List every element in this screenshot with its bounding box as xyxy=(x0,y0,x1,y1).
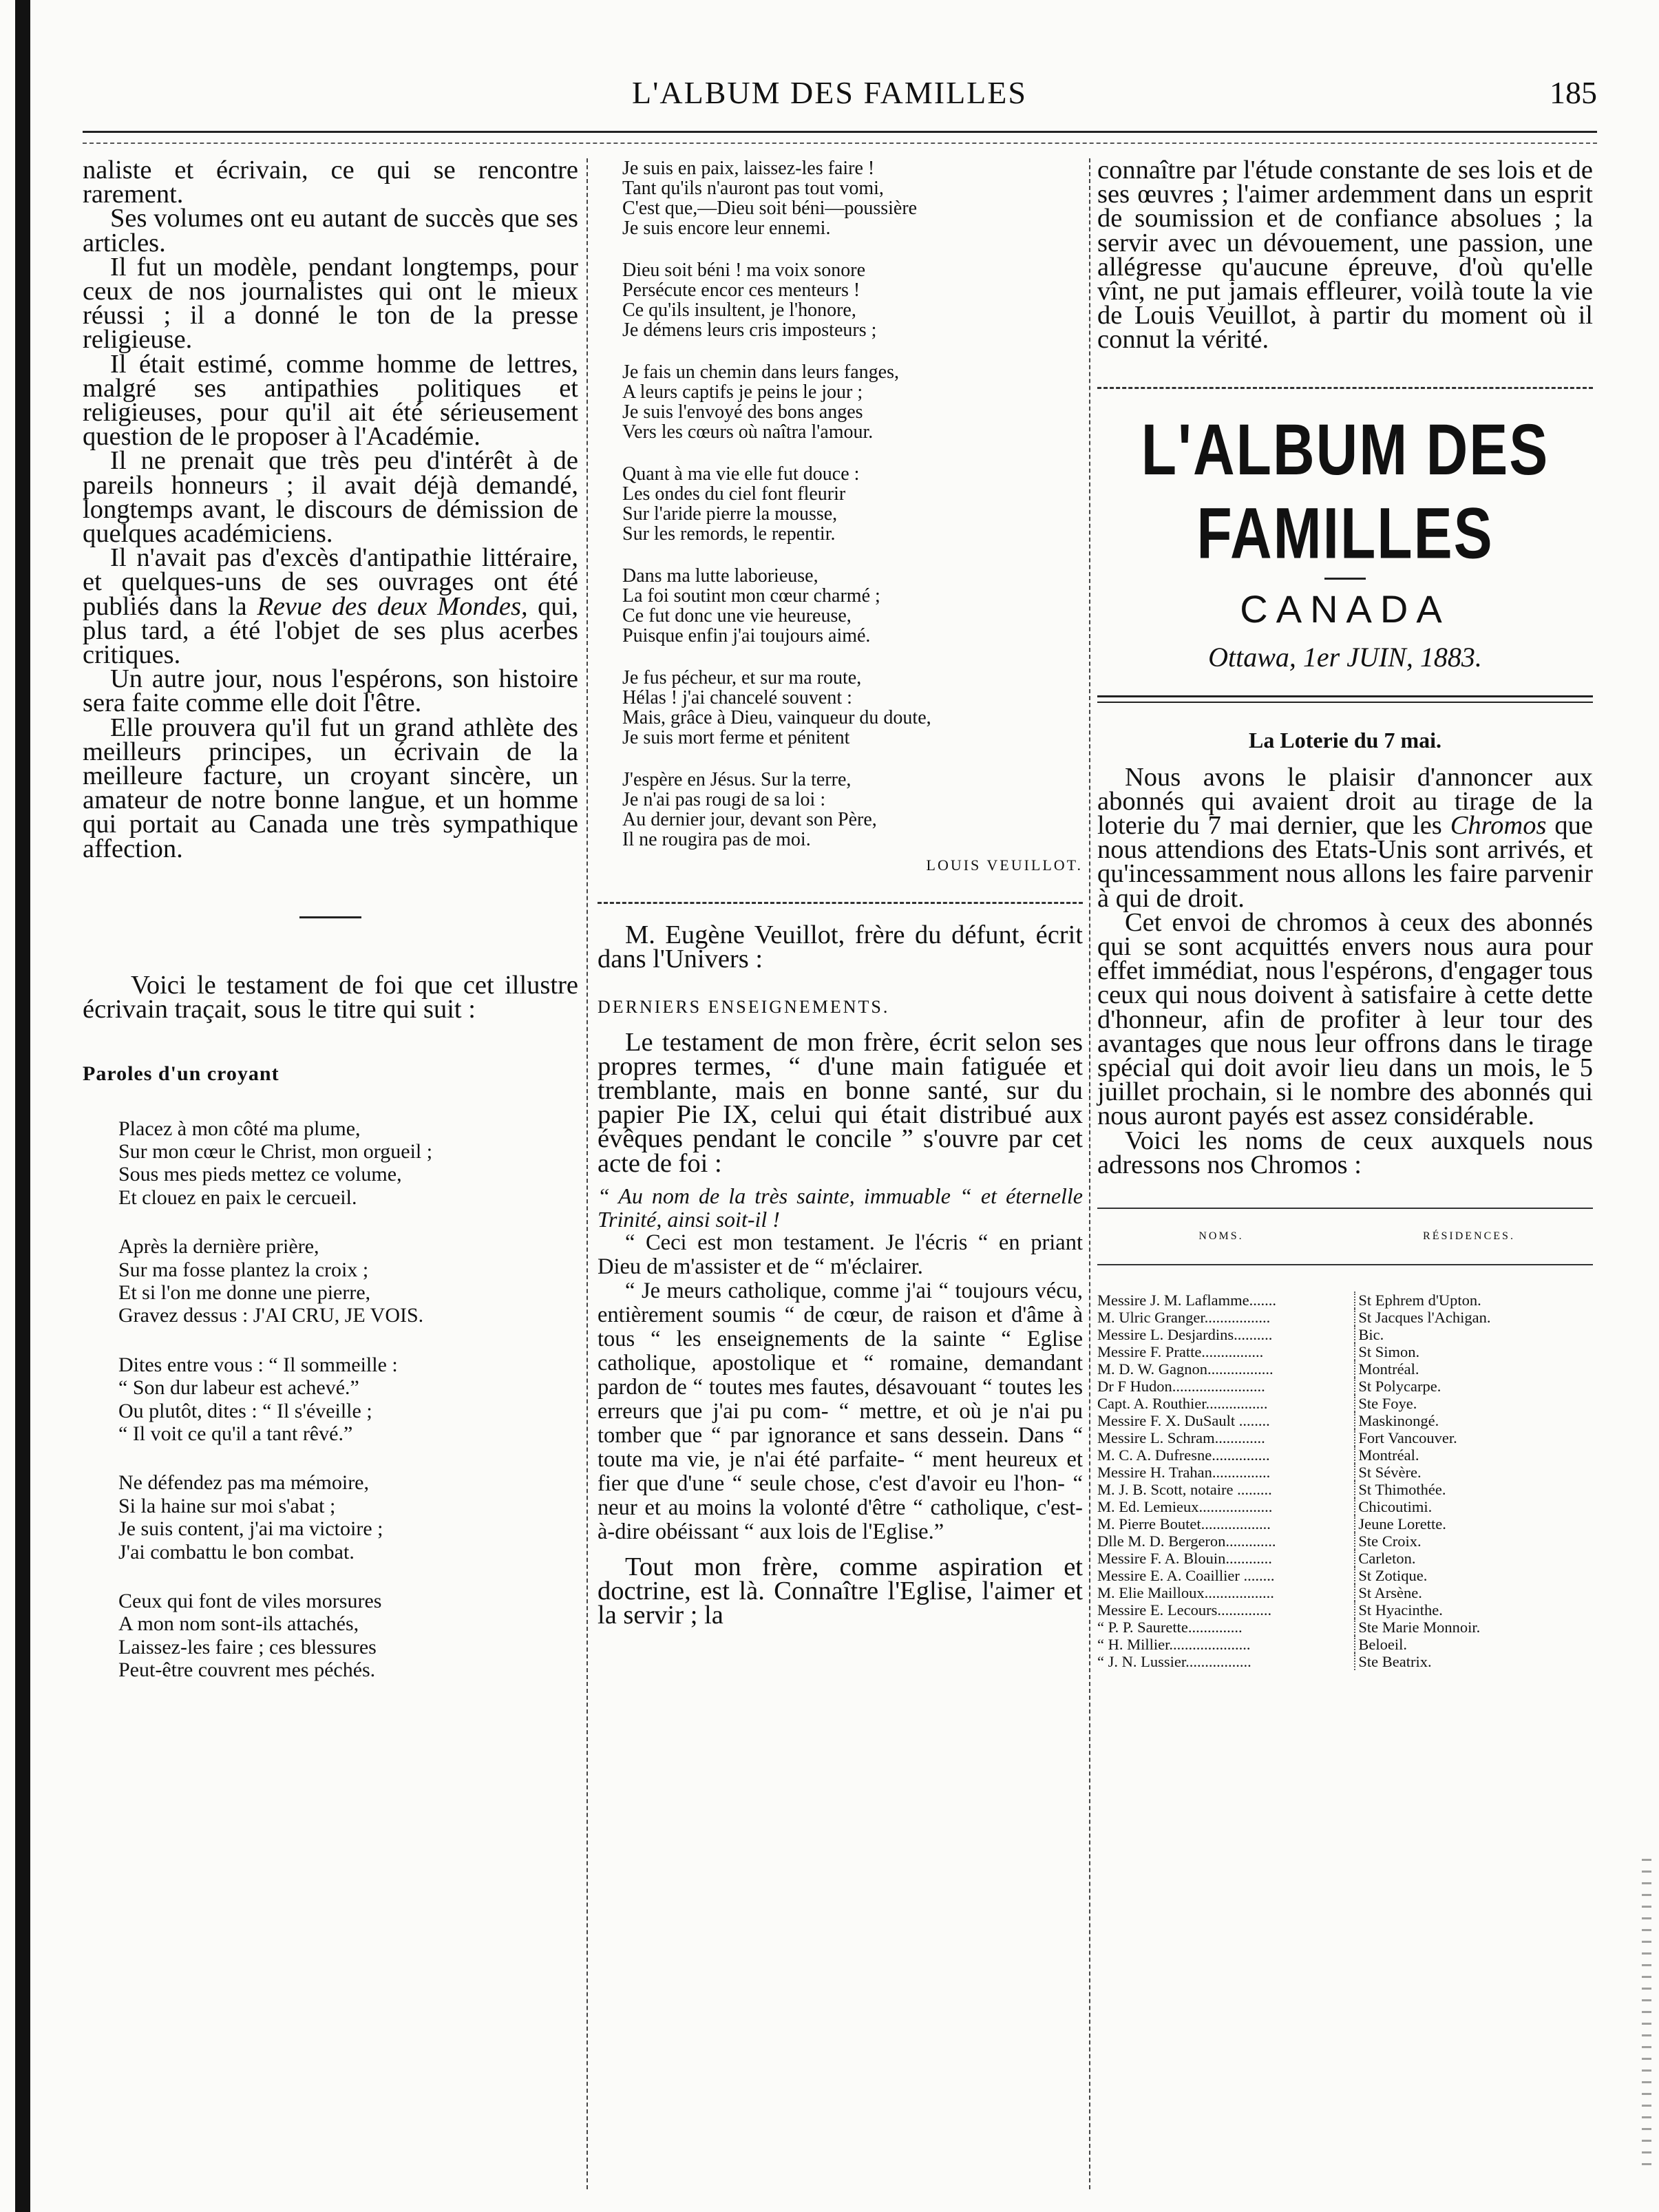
column-header-noms: NOMS. xyxy=(1198,1230,1244,1243)
text-run: qui, plus tard, a été l'objet de ses plus acerbes critiques. xyxy=(83,591,578,670)
verse-line: Si la haine sur moi s'abat ; xyxy=(118,1494,336,1517)
scan-edge-noise xyxy=(1642,1859,1651,2169)
verse-line: Je suis encore leur ennemi. xyxy=(622,218,831,239)
table-row xyxy=(1097,1653,1593,1670)
subscriber-name: M. Elie Mailloux.................. xyxy=(1097,1584,1274,1602)
subscriber-residence: Ste Croix. xyxy=(1355,1532,1593,1550)
subscriber-residence: Maskinongé. xyxy=(1355,1412,1593,1429)
subscriber-residence: St Sévère. xyxy=(1355,1464,1593,1481)
verse-line: Dites entre vous : “ Il sommeille : xyxy=(118,1353,398,1376)
paragraph: Il ne prenait que très peu d'intérêt à de pareils honneurs ; il avait déjà demandé, longtemps avant, le discours de démission de quelques académiciens. xyxy=(83,446,578,549)
table-row xyxy=(1097,1395,1593,1412)
subscriber-residence: Chicoutimi. xyxy=(1355,1498,1593,1515)
subscriber-name: Messire F. A. Blouin............ xyxy=(1097,1550,1272,1568)
subscriber-name: “ J. N. Lussier................. xyxy=(1097,1653,1251,1671)
subscriber-name: Dr F Hudon........................ xyxy=(1097,1378,1265,1395)
subscriber-residence: Ste Foye. xyxy=(1355,1395,1593,1412)
intro-paragraph: Voici le testament de foi que cet illustre écrivain traçait, sous le titre qui suit : xyxy=(83,970,578,1024)
text-run: Il n'avait pas d'excès d'antipathie littéraire, et quelques-uns de ses ouvrages ont été publiés dans la xyxy=(83,543,578,621)
verse-line: Puisque enfin j'ai toujours aimé. xyxy=(622,625,871,646)
subscriber-name: Dlle M. D. Bergeron............. xyxy=(1097,1532,1276,1550)
verse-line: Je suis en paix, laissez-les faire ! xyxy=(622,158,875,179)
stanza xyxy=(118,1235,578,1327)
subscriber-name: M. J. B. Scott, notaire ......... xyxy=(1097,1481,1272,1499)
verse-line: Je fus pécheur, et sur ma route, xyxy=(622,667,862,688)
column-separator-1 xyxy=(587,158,588,2189)
paragraph: Il était estimé, comme homme de lettres, malgré ses antipathies politiques et religieuses, pour qu'il ait été sérieusement question de le proposer à l'Académie. xyxy=(83,349,578,452)
table-row xyxy=(1097,1309,1593,1326)
stanza xyxy=(118,1471,578,1563)
verse-line: “ Il voit ce qu'il a tant rêvé.” xyxy=(118,1422,353,1445)
table-row xyxy=(1097,1481,1593,1498)
subscriber-name: M. D. W. Gagnon................. xyxy=(1097,1360,1274,1378)
subscriber-name: M. C. A. Dufresne............... xyxy=(1097,1446,1270,1464)
column-separator-2 xyxy=(1089,158,1090,2189)
column-header-residences: RÉSIDENCES. xyxy=(1423,1230,1515,1243)
scan-edge-bar xyxy=(15,0,30,2212)
poem-title: Paroles d'un croyant xyxy=(83,1062,279,1086)
stanza xyxy=(622,362,1083,442)
verse-line: Je n'ai pas rougi de sa loi : xyxy=(622,789,826,810)
subscriber-name: Messire L. Desjardins.......... xyxy=(1097,1326,1273,1344)
paragraph: M. Eugène Veuillot, frère du défunt, écrit dans l'Univers : xyxy=(598,920,1083,974)
table-row xyxy=(1097,1412,1593,1429)
verse-line: J'espère en Jésus. Sur la terre, xyxy=(622,769,852,790)
verse-line: Et clouez en paix le cercueil. xyxy=(118,1186,357,1209)
paragraph: Ses volumes ont eu autant de succès que ses articles. xyxy=(83,204,579,257)
table-header xyxy=(1097,1208,1593,1265)
verse-line: “ Son dur labeur est achevé.” xyxy=(118,1376,359,1400)
table-row xyxy=(1097,1360,1593,1378)
verse-line: Mais, grâce à Dieu, vainqueur du doute, xyxy=(622,707,931,728)
subscriber-name: M. Ed. Lemieux................... xyxy=(1097,1498,1273,1516)
verse-line: Dans ma lutte laborieuse, xyxy=(622,565,818,587)
subscriber-name: Messire E. Lecours.............. xyxy=(1097,1601,1272,1619)
subscriber-residence: St Jacques l'Achigan. xyxy=(1355,1309,1593,1326)
subscriber-residence: St Thimothée. xyxy=(1355,1481,1593,1498)
verse-line: Dieu soit béni ! ma voix sonore xyxy=(622,260,866,281)
verse-line: C'est que,—Dieu soit béni—poussière xyxy=(622,198,918,219)
subscriber-residence: St Ephrem d'Upton. xyxy=(1355,1292,1593,1309)
text-run: que nous attendions des Etats-Unis sont arrivés, et qu'incessamment nous allons les faire parvenir à qui de droit. xyxy=(1097,811,1593,913)
stanza xyxy=(622,464,1083,544)
paragraph xyxy=(83,543,578,670)
article-title: La Loterie du 7 mai. xyxy=(1249,727,1441,752)
quote-paragraph: “ Je meurs catholique, comme j'ai “ toujours vécu, entièrement soumis “ de cœur, de raison et d'âme à tous “ les enseignements de la sainte “ Eglise catholique, apostolique et “ romaine, demandant pardon de “ toutes mes fautes, désavouant “ toutes les erreurs que j'ai pu com- “ mettre, et où je n'ai pu tomber que “ par ignorance et sans dessein. Dans “ toute ma vie, je n'ai été parfaite- “ ment heureux et fier que d'une “ seule chose, c'est d'avoir eu l'hon- “ neur et au moins la volonté d'être “ catholique, c'est-à-dire obéissant “ aux lois de l'Eglise.” xyxy=(598,1278,1083,1544)
paragraph: Un autre jour, nous l'espérons, son histoire sera faite comme elle doit l'être. xyxy=(83,664,578,718)
table-row xyxy=(1097,1378,1593,1395)
table-row xyxy=(1097,1515,1593,1532)
subscriber-name: M. Ulric Granger................. xyxy=(1097,1309,1271,1327)
verse-line: Sur les remords, le repentir. xyxy=(622,523,836,545)
paragraph: Il fut un modèle, pendant longtemps, pour ceux de nos journalistes qui ont le mieux réussi ; il a donné le ton de la presse religieuse. xyxy=(83,252,578,355)
verse-line: Placez à mon côté ma plume, xyxy=(118,1117,361,1140)
article-body xyxy=(1097,762,1593,1179)
subscriber-residence: St Zotique. xyxy=(1355,1567,1593,1584)
italic-quote xyxy=(598,1184,1083,1231)
stanza xyxy=(118,1590,578,1682)
table-row xyxy=(1097,1292,1593,1309)
paragraph: connaître par l'étude constante de ses lois et de ses œuvres ; l'aimer ardemment dans un esprit de soumission et de confiance absolues ; la servir avec un dévouement, une passion, une allégresse qu'aucune épreuve, d'où qu'elle vînt, ne put jamais effleurer, voilà toute la vie de Louis Veuillot, à partir du moment où il connut la vérité. xyxy=(1097,156,1593,355)
stanza xyxy=(622,668,1083,748)
subscriber-residence: Montréal. xyxy=(1355,1446,1593,1464)
paragraph: Elle prouvera qu'il fut un grand athlète des meilleurs principes, un écrivain de la meilleure facture, un croyant sincère, un amateur de notre bonne langue, et un homme qui portait au Canada une très sympathique affection. xyxy=(83,713,578,863)
stanza xyxy=(622,770,1083,850)
paragraph: Cet envoi de chromos à ceux des abonnés qui se sont acquittés envers nous aura pour effet immédiat, nous l'espérons, d'engager tous ceux qui nous doivent à satisfaire à cette dette d'honneur, afin de profiter à leur tour des avantages que nous leur offrons dans le tirage spécial qui doit avoir lieu dans un mois, le 5 juillet prochain, si le nombre des abonnés qui nous auront payés est assez considérable. xyxy=(1097,907,1593,1131)
verse-line: Les ondes du ciel font fleurir xyxy=(622,483,846,505)
table-row xyxy=(1097,1636,1593,1653)
verse-line: Je suis mort ferme et pénitent xyxy=(622,727,850,748)
subscriber-name: Messire J. M. Laflamme....... xyxy=(1097,1292,1276,1309)
subscriber-residence: Ste Beatrix. xyxy=(1355,1653,1593,1670)
verse-line: Hélas ! j'ai chancelé souvent : xyxy=(622,687,852,708)
verse-line: A leurs captifs je peins le jour ; xyxy=(622,381,863,403)
table-row xyxy=(1097,1550,1593,1567)
verse-line: Je démens leurs cris imposteurs ; xyxy=(622,319,877,341)
subheading: DERNIERS ENSEIGNEMENTS. xyxy=(598,997,890,1018)
subscriber-residence: St Simon. xyxy=(1355,1343,1593,1360)
masthead-title: L'ALBUM DES FAMILLES xyxy=(1141,408,1550,573)
verse-line: Et si l'on me donne une pierre, xyxy=(118,1281,371,1304)
verse-line: Il ne rougira pas de moi. xyxy=(622,829,811,850)
paragraph: Voici les noms de ceux auxquels nous adressons nos Chromos : xyxy=(1097,1126,1593,1179)
stanza xyxy=(622,566,1083,646)
table-row xyxy=(1097,1464,1593,1481)
subscriber-name: Messire L. Schram............. xyxy=(1097,1429,1265,1447)
verse-line: Sous mes pieds mettez ce volume, xyxy=(118,1163,402,1186)
quote-paragraph: “ Ceci est mon testament. Je l'écris “ en priant Dieu de m'assister et de “ m'éclairer. xyxy=(598,1230,1083,1279)
verse-line: Au dernier jour, devant son Père, xyxy=(622,809,877,830)
verse-line: Sur mon cœur le Christ, mon orgueil ; xyxy=(118,1139,433,1163)
verse-line: Sur ma fosse plantez la croix ; xyxy=(118,1258,369,1281)
verse-line: Sur l'aride pierre la mousse, xyxy=(622,503,838,525)
table-row xyxy=(1097,1532,1593,1550)
chromos-word: Chromos xyxy=(1450,811,1547,841)
page-number: 185 xyxy=(1550,75,1597,110)
subscriber-residence: St Polycarpe. xyxy=(1355,1378,1593,1395)
subscriber-name: Messire H. Trahan............... xyxy=(1097,1464,1271,1482)
verse-line: Je suis l'envoyé des bons anges xyxy=(622,401,863,423)
verse-line: Vers les cœurs où naîtra l'amour. xyxy=(622,421,874,443)
subscriber-residence: Bic. xyxy=(1355,1326,1593,1343)
subscriber-residence: Carleton. xyxy=(1355,1550,1593,1567)
text-run: Nous avons le plaisir d'annoncer aux abonnés qui avaient droit au tirage de la loterie du 7 mai dernier, que les xyxy=(1097,762,1593,841)
verse-line: J'ai combattu le bon combat. xyxy=(118,1540,355,1563)
verse-line: Ceux qui font de viles morsures xyxy=(118,1590,382,1612)
verse-line: Laissez-les faire ; ces blessures xyxy=(118,1635,377,1658)
subscriber-residence: St Arsène. xyxy=(1355,1584,1593,1601)
stanza xyxy=(622,260,1083,340)
subscriber-residence: Jeune Lorette. xyxy=(1355,1515,1593,1532)
column-3 xyxy=(1097,158,1593,1670)
journal-title: Revue des deux Mondes, xyxy=(257,591,528,621)
poem-signature: LOUIS VEUILLOT. xyxy=(926,856,1083,874)
subscriber-name: Messire E. A. Coaillier ........ xyxy=(1097,1567,1275,1585)
verse-line: La foi soutint mon cœur charmé ; xyxy=(622,585,880,607)
subscriber-name: Messire F. X. DuSault ........ xyxy=(1097,1412,1270,1430)
verse-line: Ce fut donc une vie heureuse, xyxy=(622,605,852,626)
verse-line: Gravez dessus : J'AI CRU, JE VOIS. xyxy=(118,1304,424,1327)
table-row xyxy=(1097,1343,1593,1360)
masthead-country: CANADA xyxy=(1240,587,1450,631)
subscribers-table xyxy=(1097,1292,1593,1670)
paragraph xyxy=(1097,762,1593,913)
page-header xyxy=(62,74,1597,123)
table-row xyxy=(1097,1446,1593,1464)
stanza xyxy=(118,1117,578,1210)
verse-line: Persécute encor ces menteurs ! xyxy=(622,280,860,301)
dateline: Ottawa, 1er JUIN, 1883. xyxy=(1208,641,1482,673)
subscriber-residence: Ste Marie Monnoir. xyxy=(1355,1619,1593,1636)
subscriber-name: Capt. A. Routhier................ xyxy=(1097,1395,1268,1413)
subscriber-residence: St Hyacinthe. xyxy=(1355,1601,1593,1619)
table-row xyxy=(1097,1498,1593,1515)
stanza xyxy=(118,1353,578,1446)
poem-part-1 xyxy=(83,1117,578,1682)
subscriber-residence: Fort Vancouver. xyxy=(1355,1429,1593,1446)
paragraph: naliste et écrivain, ce qui se rencontre rarement. xyxy=(83,156,578,209)
subscriber-name: M. Pierre Boutet.................. xyxy=(1097,1515,1271,1533)
verse-line: A mon nom sont-ils attachés, xyxy=(118,1612,359,1636)
table-row xyxy=(1097,1619,1593,1636)
verse-line: Tant qu'ils n'auront pas tout vomi, xyxy=(622,178,884,199)
verse-line: Quant à ma vie elle fut douce : xyxy=(622,463,860,485)
paragraph: Tout mon frère, comme aspiration et doctrine, est là. Connaître l'Eglise, l'aimer et la servir ; la xyxy=(598,1552,1083,1630)
column-1 xyxy=(83,158,578,1708)
verse-line: Je suis content, j'ai ma victoire ; xyxy=(118,1517,383,1541)
table-row xyxy=(1097,1429,1593,1446)
poem-part-2 xyxy=(598,158,1083,850)
verse-line: Peut-être couvrent mes péchés. xyxy=(118,1658,376,1682)
header-rule xyxy=(83,131,1597,144)
verse-line: Ou plutôt, dites : “ Il s'éveille ; xyxy=(118,1399,372,1422)
stanza xyxy=(622,158,1083,238)
subscriber-name: Messire F. Pratte................ xyxy=(1097,1343,1264,1361)
verse-line: Ne défendez pas ma mémoire, xyxy=(118,1471,369,1495)
table-row xyxy=(1097,1584,1593,1601)
table-row xyxy=(1097,1326,1593,1343)
column-2 xyxy=(598,158,1083,1628)
running-title: L'ALBUM DES FAMILLES xyxy=(632,75,1027,110)
verse-line: Je fais un chemin dans leurs fanges, xyxy=(622,361,899,383)
quote-text: “ Au nom de la très sainte, immuable “ et éternelle Trinité, ainsi soit-il ! xyxy=(598,1183,1083,1232)
subscriber-residence: Montréal. xyxy=(1355,1360,1593,1378)
subscriber-name: “ P. P. Saurette.............. xyxy=(1097,1619,1243,1636)
verse-line: Après la dernière prière, xyxy=(118,1235,319,1258)
table-row xyxy=(1097,1567,1593,1584)
verse-line: Ce qu'ils insultent, je l'honore, xyxy=(622,299,856,321)
article-body xyxy=(598,920,1083,1630)
double-rule xyxy=(1097,695,1593,703)
table-row xyxy=(1097,1601,1593,1619)
subscriber-residence: Beloeil. xyxy=(1355,1636,1593,1653)
subscriber-name: “ H. Millier..................... xyxy=(1097,1636,1251,1654)
paragraph: Le testament de mon frère, écrit selon ses propres termes, “ d'une main fatiguée et tremblante, mais en bonne santé, sur du papier Pie IX, celui qui était distribué aux évêques pendant le concile ” s'ouvre par cet acte de foi : xyxy=(598,1027,1083,1178)
